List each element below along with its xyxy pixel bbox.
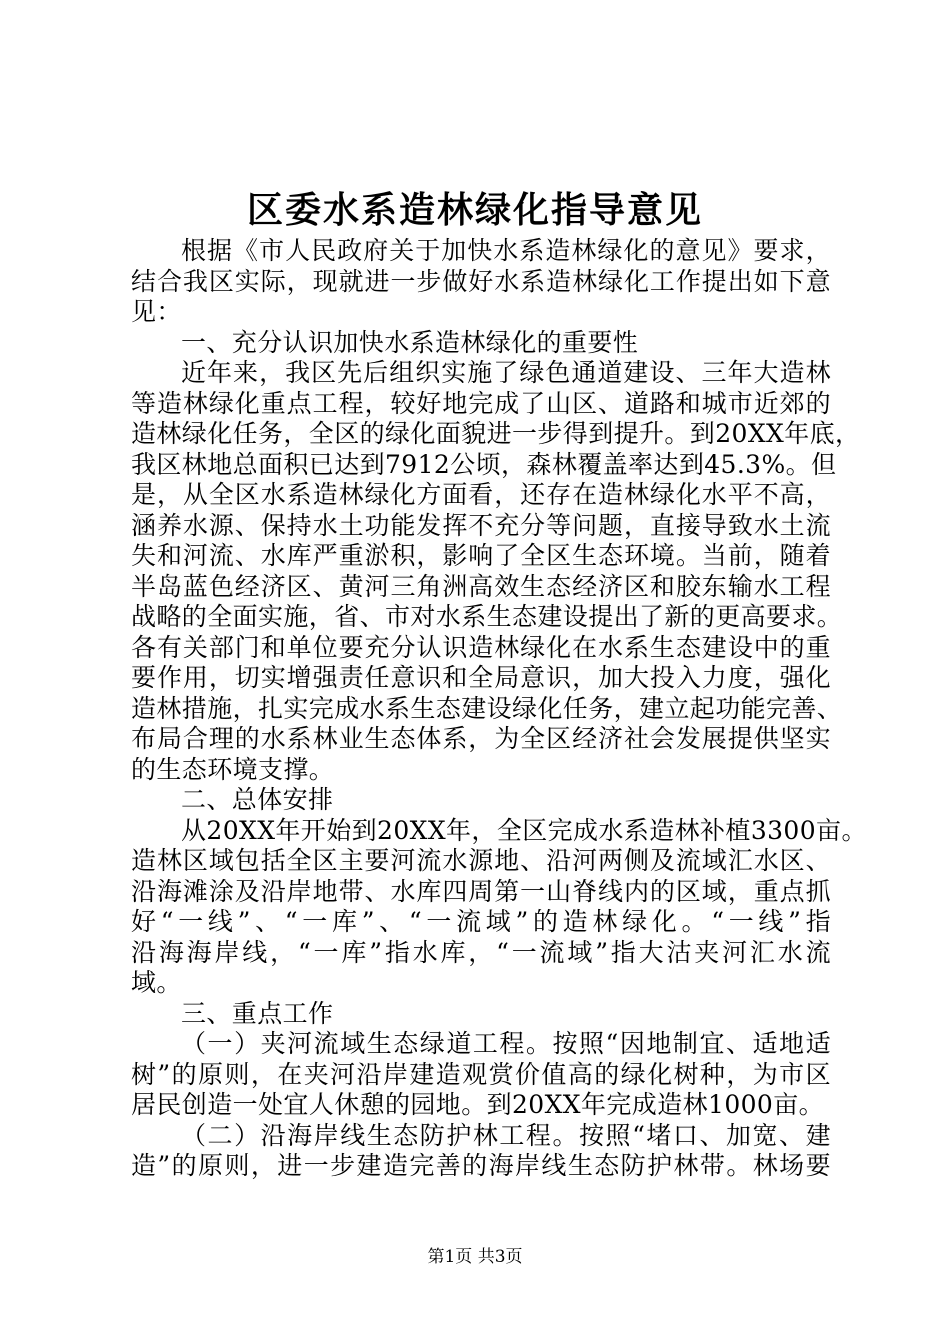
document-body [131, 236, 867, 1182]
text-line: 造”的原则，进一步建造完善的海岸线生态防护林带。林场要 [131, 1151, 831, 1180]
text-line: 近年来，我区先后组织实施了绿色通道建设、三年大造林 [181, 358, 831, 387]
document-title: 区委水系造林绿化指导意见 [246, 189, 703, 231]
text-line: 造林绿化任务，全区的绿化面貌进一步得到提升。到20XX年底， [131, 419, 861, 448]
text-line: 战略的全面实施，省、市对水系生态建设提出了新的更高要求。 [131, 602, 843, 631]
text-line: 是，从全区水系造林绿化方面看，还存在造林绿化水平不高， [131, 480, 831, 509]
text-line: 根据《市人民政府关于加快水系造林绿化的意见》要求， [181, 236, 831, 265]
text-line: 从20XX年开始到20XX年，全区完成水系造林补植3300亩。 [181, 815, 867, 845]
text-line: 结合我区实际，现就进一步做好水系造林绿化工作提出如下意 [131, 266, 831, 296]
text-line: 等造林绿化重点工程，较好地完成了山区、道路和城市近郊的 [131, 388, 831, 418]
text-line: 好“一线”、“一库”、“一流域”的造林绿化。“一线”指 [131, 907, 831, 936]
text-line: 各有关部门和单位要充分认识造林绿化在水系生态建设中的重 [131, 632, 831, 662]
text-line: 半岛蓝色经济区、黄河三角洲高效生态经济区和胶东输水工程 [131, 571, 831, 601]
text-line: 造林措施，扎实完成水系生态建设绿化任务，建立起功能完善、 [131, 693, 843, 723]
text-line: 沿海海岸线，“一库”指水库，“一流域”指大沽夹河汇水流 [131, 937, 831, 967]
text-line: 三、重点工作 [181, 998, 334, 1028]
text-line: （一）夹河流域生态绿道工程。按照“因地制宜、适地适 [181, 1029, 831, 1058]
text-line: 二、总体安排 [181, 785, 334, 814]
text-line: 沿海滩涂及沿岸地带、水库四周第一山脊线内的区域，重点抓 [131, 876, 831, 906]
text-line: 要作用，切实增强责任意识和全局意识，加大投入力度，强化 [131, 663, 831, 692]
text-line: 我区林地总面积已达到7912公顷，森林覆盖率达到45.3%。但 [131, 449, 837, 479]
text-line: 的生态环境支撑。 [131, 754, 335, 784]
text-line: 居民创造一处宜人休憩的园地。到20XX年完成造林1000亩。 [131, 1090, 825, 1119]
text-line: 布局合理的水系林业生态体系，为全区经济社会发展提供坚实 [131, 724, 831, 753]
text-line: 涵养水源、保持水土功能发挥不充分等问题，直接导致水土流 [131, 510, 831, 540]
text-line: 一、充分认识加快水系造林绿化的重要性 [181, 327, 639, 357]
text-line: 失和河流、水库严重淤积，影响了全区生态环境。当前，随着 [131, 541, 831, 570]
page-footer: 第1页 共3页 [427, 1247, 523, 1267]
text-line: 造林区域包括全区主要河流水源地、沿河两侧及流域汇水区、 [131, 846, 831, 875]
text-line: 树”的原则，在夹河沿岸建造观赏价值高的绿化树种，为市区 [131, 1059, 831, 1089]
text-line: 域。 [131, 968, 182, 997]
text-line: （二）沿海岸线生态防护林工程。按照“堵口、加宽、建 [181, 1120, 831, 1150]
text-line: 见： [131, 297, 182, 326]
